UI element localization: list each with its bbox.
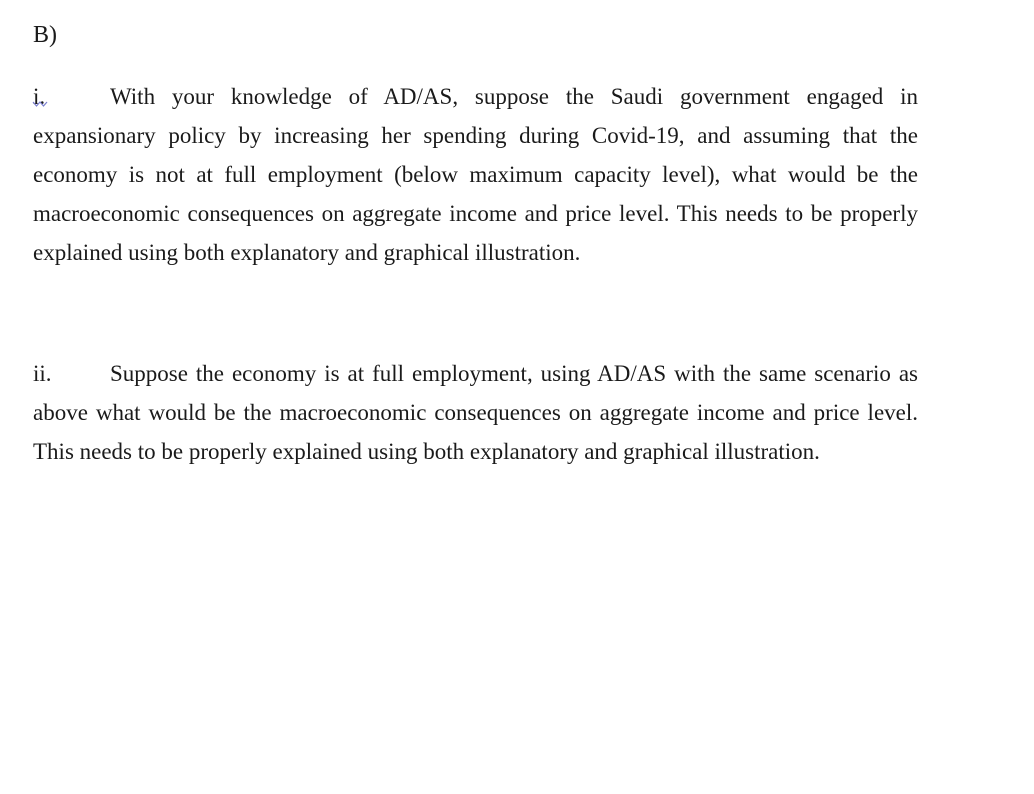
- question-text: Suppose the economy is at full employment, using AD/AS with the same scenario as above what would be the macroeconomic consequences on aggregate income and price level. This needs to be properly explained using both explanatory and graphical illustration.: [33, 361, 918, 464]
- question-marker-text: i.: [33, 84, 46, 109]
- section-heading: B): [33, 22, 57, 48]
- question-ii: [33, 354, 918, 471]
- question-marker-text: ii.: [33, 361, 52, 386]
- proofing-squiggle-icon: [33, 101, 47, 107]
- question-marker: [33, 77, 110, 116]
- question-text: With your knowledge of AD/AS, suppose the Saudi government engaged in expansionary policy by increasing her spending during Covid-19, and assuming that the economy is not at full employment (below maximum capacity level), what would be the macroeconomic consequences on aggregate income and price level. This needs to be properly explained using both explanatory and graphical illustration.: [33, 84, 918, 265]
- question-i: [33, 77, 918, 272]
- question-marker: [33, 354, 110, 393]
